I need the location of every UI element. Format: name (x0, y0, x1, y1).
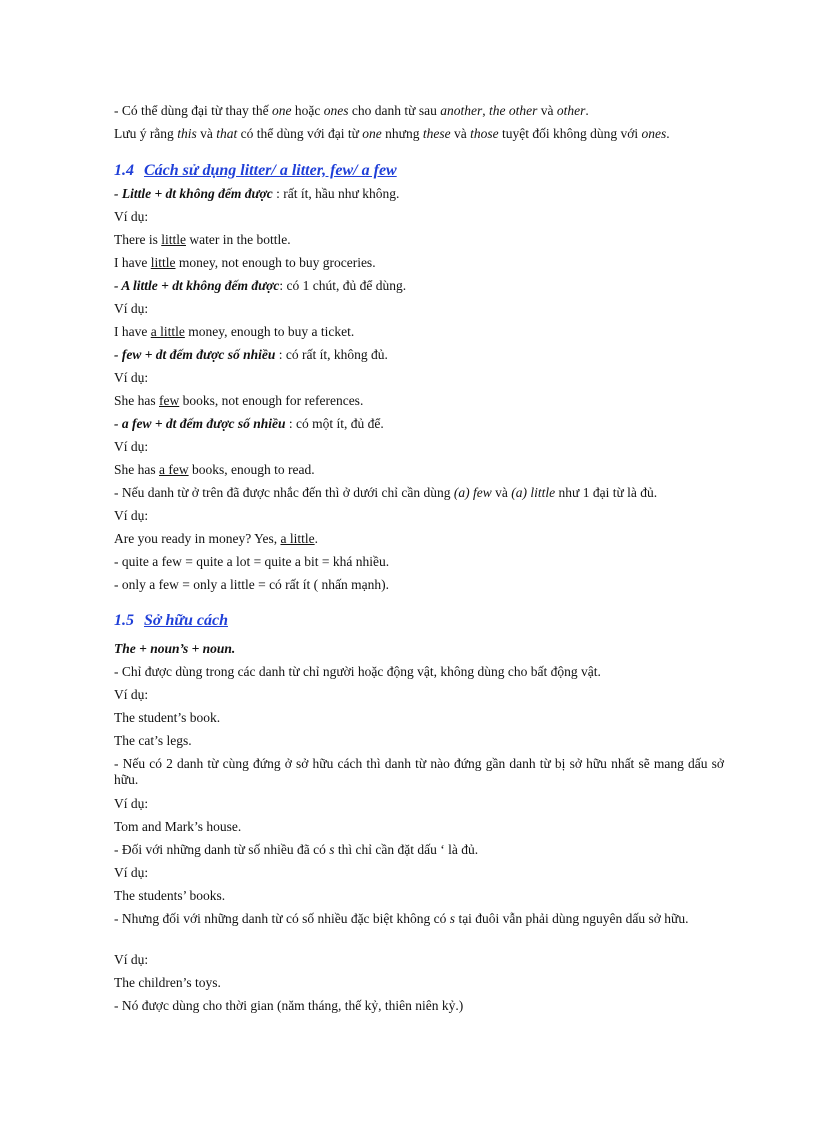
text: . (314, 531, 318, 546)
italic-term: these (422, 126, 451, 141)
text: She has (114, 462, 159, 477)
example-sentence (114, 232, 724, 248)
example-sentence: Tom and Mark’s house. (114, 819, 242, 834)
intro-line-2 (114, 126, 724, 142)
text: I have (114, 255, 151, 270)
example-sentence: The cat’s legs. (114, 733, 192, 748)
rule-paragraph (114, 842, 724, 858)
rule-little (114, 186, 724, 202)
text: - Nhưng đối với những danh từ có số nhiều đặc biệt không có (114, 911, 450, 926)
rule-meaning: : có 1 chút, đủ để dùng. (279, 278, 407, 293)
equivalence-note: - quite a few = quite a lot = quite a bit = khá nhiều. (114, 554, 390, 569)
example-label: Ví dụ: (114, 865, 149, 880)
italic-term: this (177, 126, 197, 141)
rule-term: - a few + dt đếm được số nhiều (114, 416, 286, 431)
section-heading-1-4 (114, 162, 724, 180)
example-sentence (114, 531, 724, 547)
underlined-word: a little (150, 324, 185, 339)
italic-term: ones (641, 126, 667, 141)
text: và (196, 126, 217, 141)
note-pronoun-usage (114, 485, 724, 501)
example-label: Ví dụ: (114, 439, 149, 454)
text: tuyệt đối không dùng với (498, 126, 642, 141)
rule-meaning: : có một ít, đủ để. (285, 416, 384, 431)
example-label: Ví dụ: (114, 370, 149, 385)
example-label: Ví dụ: (114, 508, 149, 523)
text: money, not enough to buy groceries. (175, 255, 376, 270)
rule-term: - Little + dt không đếm được (114, 186, 273, 201)
italic-term: the other (488, 103, 538, 118)
text: có thể dùng với đại từ (237, 126, 363, 141)
text: và (537, 103, 557, 118)
italic-term: one (362, 126, 382, 141)
rule-term: - A little + dt không đếm được (114, 278, 280, 293)
underlined-word: little (161, 232, 186, 247)
rule-a-little (114, 278, 724, 294)
example-label: Ví dụ: (114, 796, 149, 811)
section-number: 1.4 (114, 162, 134, 179)
example-label: Ví dụ: (114, 301, 149, 316)
rule-few (114, 347, 724, 363)
text: như 1 đại từ là đủ. (555, 485, 658, 500)
text: , (482, 103, 489, 118)
text: I have (114, 324, 151, 339)
text: hoặc (291, 103, 324, 118)
section-title[interactable]: Sở hữu cách (144, 612, 228, 629)
text: - Nếu danh từ ở trên đã được nhắc đến thì ở dưới chỉ cần dùng (114, 485, 454, 500)
rule-paragraph: - Nó được dùng cho thời gian (năm tháng, thế kỷ, thiên niên kỷ.) (114, 998, 464, 1013)
text: . (585, 103, 589, 118)
rule-paragraph: - Nếu có 2 danh từ cùng đứng ở sở hữu cách thì danh từ nào đứng gần danh từ bị sở hữu nhất sẽ mang dấu sở hữu. (114, 756, 724, 787)
text: - Có thể dùng đại từ thay thế (114, 103, 273, 118)
text: thì chỉ cần đặt dấu ‘ là đủ. (334, 842, 479, 857)
example-sentence (114, 324, 724, 340)
example-sentence (114, 393, 724, 409)
intro-line-1 (114, 103, 724, 119)
text: và (450, 126, 471, 141)
rule-paragraph: - Chỉ được dùng trong các danh từ chỉ người hoặc động vật, không dùng cho bất động vật. (114, 664, 601, 679)
section-number: 1.5 (114, 612, 134, 629)
italic-term: (a) few (453, 485, 492, 500)
text: Are you ready in money? Yes, (114, 531, 281, 546)
text: books, not enough for references. (179, 393, 364, 408)
italic-term: another (440, 103, 483, 118)
text: water in the bottle. (185, 232, 291, 247)
underlined-word: a few (159, 462, 189, 477)
example-label: Ví dụ: (114, 209, 149, 224)
example-sentence: The student’s book. (114, 710, 221, 725)
text: There is (114, 232, 162, 247)
example-sentence (114, 255, 724, 271)
italic-term: (a) little (511, 485, 556, 500)
text: tại đuôi vẫn phải dùng nguyên dấu sở hữu. (455, 911, 689, 926)
italic-term: other (556, 103, 586, 118)
rule-term: - few + dt đếm được số nhiều (114, 347, 276, 362)
rule-paragraph (114, 911, 724, 927)
text: Lưu ý rằng (114, 126, 178, 141)
section-heading-1-5 (114, 612, 724, 630)
underlined-word: few (159, 393, 180, 408)
italic-term: that (216, 126, 238, 141)
italic-term: ones (323, 103, 349, 118)
text: books, enough to read. (188, 462, 315, 477)
example-label: Ví dụ: (114, 952, 149, 967)
text: và (491, 485, 512, 500)
text: money, enough to buy a ticket. (184, 324, 355, 339)
example-sentence: The students’ books. (114, 888, 226, 903)
text: - Đối với những danh từ số nhiều đã có (114, 842, 330, 857)
possessive-formula: The + noun’s + noun. (114, 641, 236, 656)
text: cho danh từ sau (348, 103, 441, 118)
rule-meaning: : có rất ít, không đủ. (275, 347, 388, 362)
example-label: Ví dụ: (114, 687, 149, 702)
italic-term: one (272, 103, 292, 118)
italic-term: those (470, 126, 499, 141)
underlined-word: little (150, 255, 176, 270)
text: . (666, 126, 670, 141)
example-sentence: The children’s toys. (114, 975, 221, 990)
equivalence-note: - only a few = only a little = có rất ít ( nhấn mạnh). (114, 577, 390, 592)
rule-a-few (114, 416, 724, 432)
text: nhưng (381, 126, 423, 141)
underlined-word: a little (280, 531, 315, 546)
rule-meaning: : rất ít, hầu như không. (272, 186, 400, 201)
italic-term: s (449, 911, 456, 926)
example-sentence (114, 462, 724, 478)
section-title[interactable]: Cách sử dụng litter/ a litter, few/ a few (144, 162, 397, 179)
italic-term: s (329, 842, 335, 857)
text: She has (114, 393, 159, 408)
